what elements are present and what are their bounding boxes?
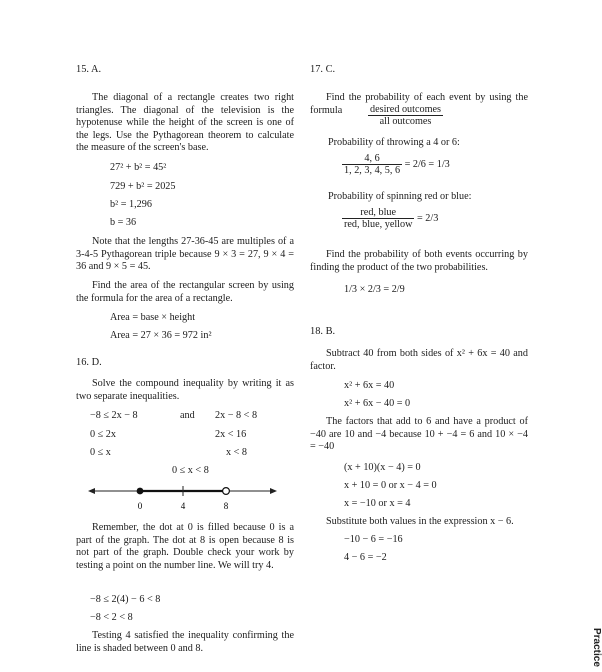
q16-and-label: and (180, 410, 195, 421)
q15-area-formula: Area = base × height (110, 312, 196, 323)
q16-ineq-left-1: −8 ≤ 2x − 8 (90, 410, 138, 421)
filled-dot-0 (137, 488, 144, 495)
q17-prob1-label: Probability of throwing a 4 or 6: (328, 137, 460, 148)
q15-area-result: Area = 27 × 36 = 972 in² (110, 330, 212, 341)
q16-paragraph-3: Testing 4 satisfied the inequality confirming the line is shaded between 0 and 8. (76, 630, 294, 654)
label-0: 0 (137, 501, 143, 511)
q17-prob1-numerator: 4, 6 (342, 153, 402, 165)
q18-paragraph-2: The factors that add to 6 and have a product of −40 are 10 and −4 because 10 + −4 = 6 and 10 × −4 = −40 (310, 416, 528, 453)
q17-prob1-result: = 2/6 = 1/3 (404, 158, 450, 170)
side-tab-label: Practice (591, 628, 602, 667)
number-line-right-arrow (270, 488, 277, 494)
q17-prob1 (342, 153, 450, 176)
q17-product: 1/3 × 2/3 = 2/9 (344, 284, 405, 295)
q18-substitute-2: 4 − 6 = −2 (344, 552, 387, 563)
q17-formula-numerator: desired outcomes (370, 104, 442, 115)
q16-ineq-right-1: 2x − 8 < 8 (215, 410, 258, 421)
q17-prob2-result: = 2/3 (417, 212, 439, 224)
q18-factor-2: x + 10 = 0 or x − 4 = 0 (344, 480, 437, 491)
q17-heading: 17. C. (310, 64, 336, 75)
q16-paragraph-2: Remember, the dot at 0 is filled because 0 is a part of the graph. The dot at 8 is open because 8 is not part of the graph. Double check your work by testing a point on the number line. We will try 4. (76, 522, 294, 571)
label-4: 4 (180, 501, 186, 511)
q18-paragraph-1: Subtract 40 from both sides of x² + 6x = 40 and factor. (310, 348, 528, 372)
q18-equation-1: x² + 6x = 40 (344, 380, 395, 391)
q16-ineq-left-3: 0 ≤ x (90, 447, 111, 458)
q17-formula (368, 104, 443, 127)
q18-substitute-1: −10 − 6 = −16 (344, 534, 403, 545)
q16-check-1: −8 ≤ 2(4) − 6 < 8 (90, 594, 161, 605)
q15-equation-3: b² = 1,296 (110, 199, 152, 210)
q18-factor-1: (x + 10)(x − 4) = 0 (344, 462, 421, 473)
q15-equation-1: 27² + b² = 45² (110, 162, 167, 173)
q17-prob2-numerator: red, blue (342, 207, 414, 219)
q17-formula-denominator: all outcomes (379, 116, 432, 127)
q18-paragraph-3: Substitute both values in the expression x − 6. (326, 516, 514, 527)
q16-heading: 16. D. (76, 357, 102, 368)
q15-equation-4: b = 36 (110, 217, 137, 228)
number-line (88, 482, 278, 512)
q16-ineq-left-2: 0 ≤ 2x (90, 429, 116, 440)
q18-equation-2: x² + 6x − 40 = 0 (344, 398, 411, 409)
q16-paragraph-1: Solve the compound inequality by writing it as two separate inequalities. (76, 378, 294, 402)
q17-prob1-denominator: 1, 2, 3, 4, 5, 6 (344, 165, 401, 176)
q15-equation-2: 729 + b² = 2025 (110, 181, 176, 192)
q18-heading: 18. B. (310, 326, 336, 337)
q18-factor-3: x = −10 or x = 4 (344, 498, 411, 509)
q17-paragraph-1: Find the probability of each event by using the formula (310, 92, 528, 116)
q17-prob2 (342, 207, 438, 230)
open-dot-8 (223, 488, 230, 495)
q16-ineq-right-3: x < 8 (226, 447, 248, 458)
label-8: 8 (223, 501, 229, 511)
q15-paragraph-1: The diagonal of a rectangle creates two right triangles. The diagonal of the television is the hypotenuse while the height of the screen is one of the legs. Use the Pythagorean theorem to calculate the measure of the screen's base. (76, 92, 294, 154)
q15-heading: 15. A. (76, 64, 102, 75)
q16-ineq-right-2: 2x < 16 (215, 429, 247, 440)
q15-paragraph-2: Note that the lengths 27-36-45 are multiples of a 3-4-5 Pythagorean triple because 9 × 3 = 27, 9 × 4 = 36 and 9 × 5 = 45. (76, 236, 294, 273)
q16-combined-inequality: 0 ≤ x < 8 (172, 465, 209, 476)
q17-prob2-denominator: red, blue, yellow (344, 219, 413, 230)
q15-paragraph-3: Find the area of the rectangular screen by using the formula for the area of a rectangle. (76, 280, 294, 304)
number-line-left-arrow (88, 488, 95, 494)
q17-prob2-label: Probability of spinning red or blue: (328, 191, 472, 202)
q17-paragraph-2: Find the probability of both events occurring by finding the product of the two probabilities. (310, 249, 528, 273)
q16-check-2: −8 < 2 < 8 (90, 612, 133, 623)
